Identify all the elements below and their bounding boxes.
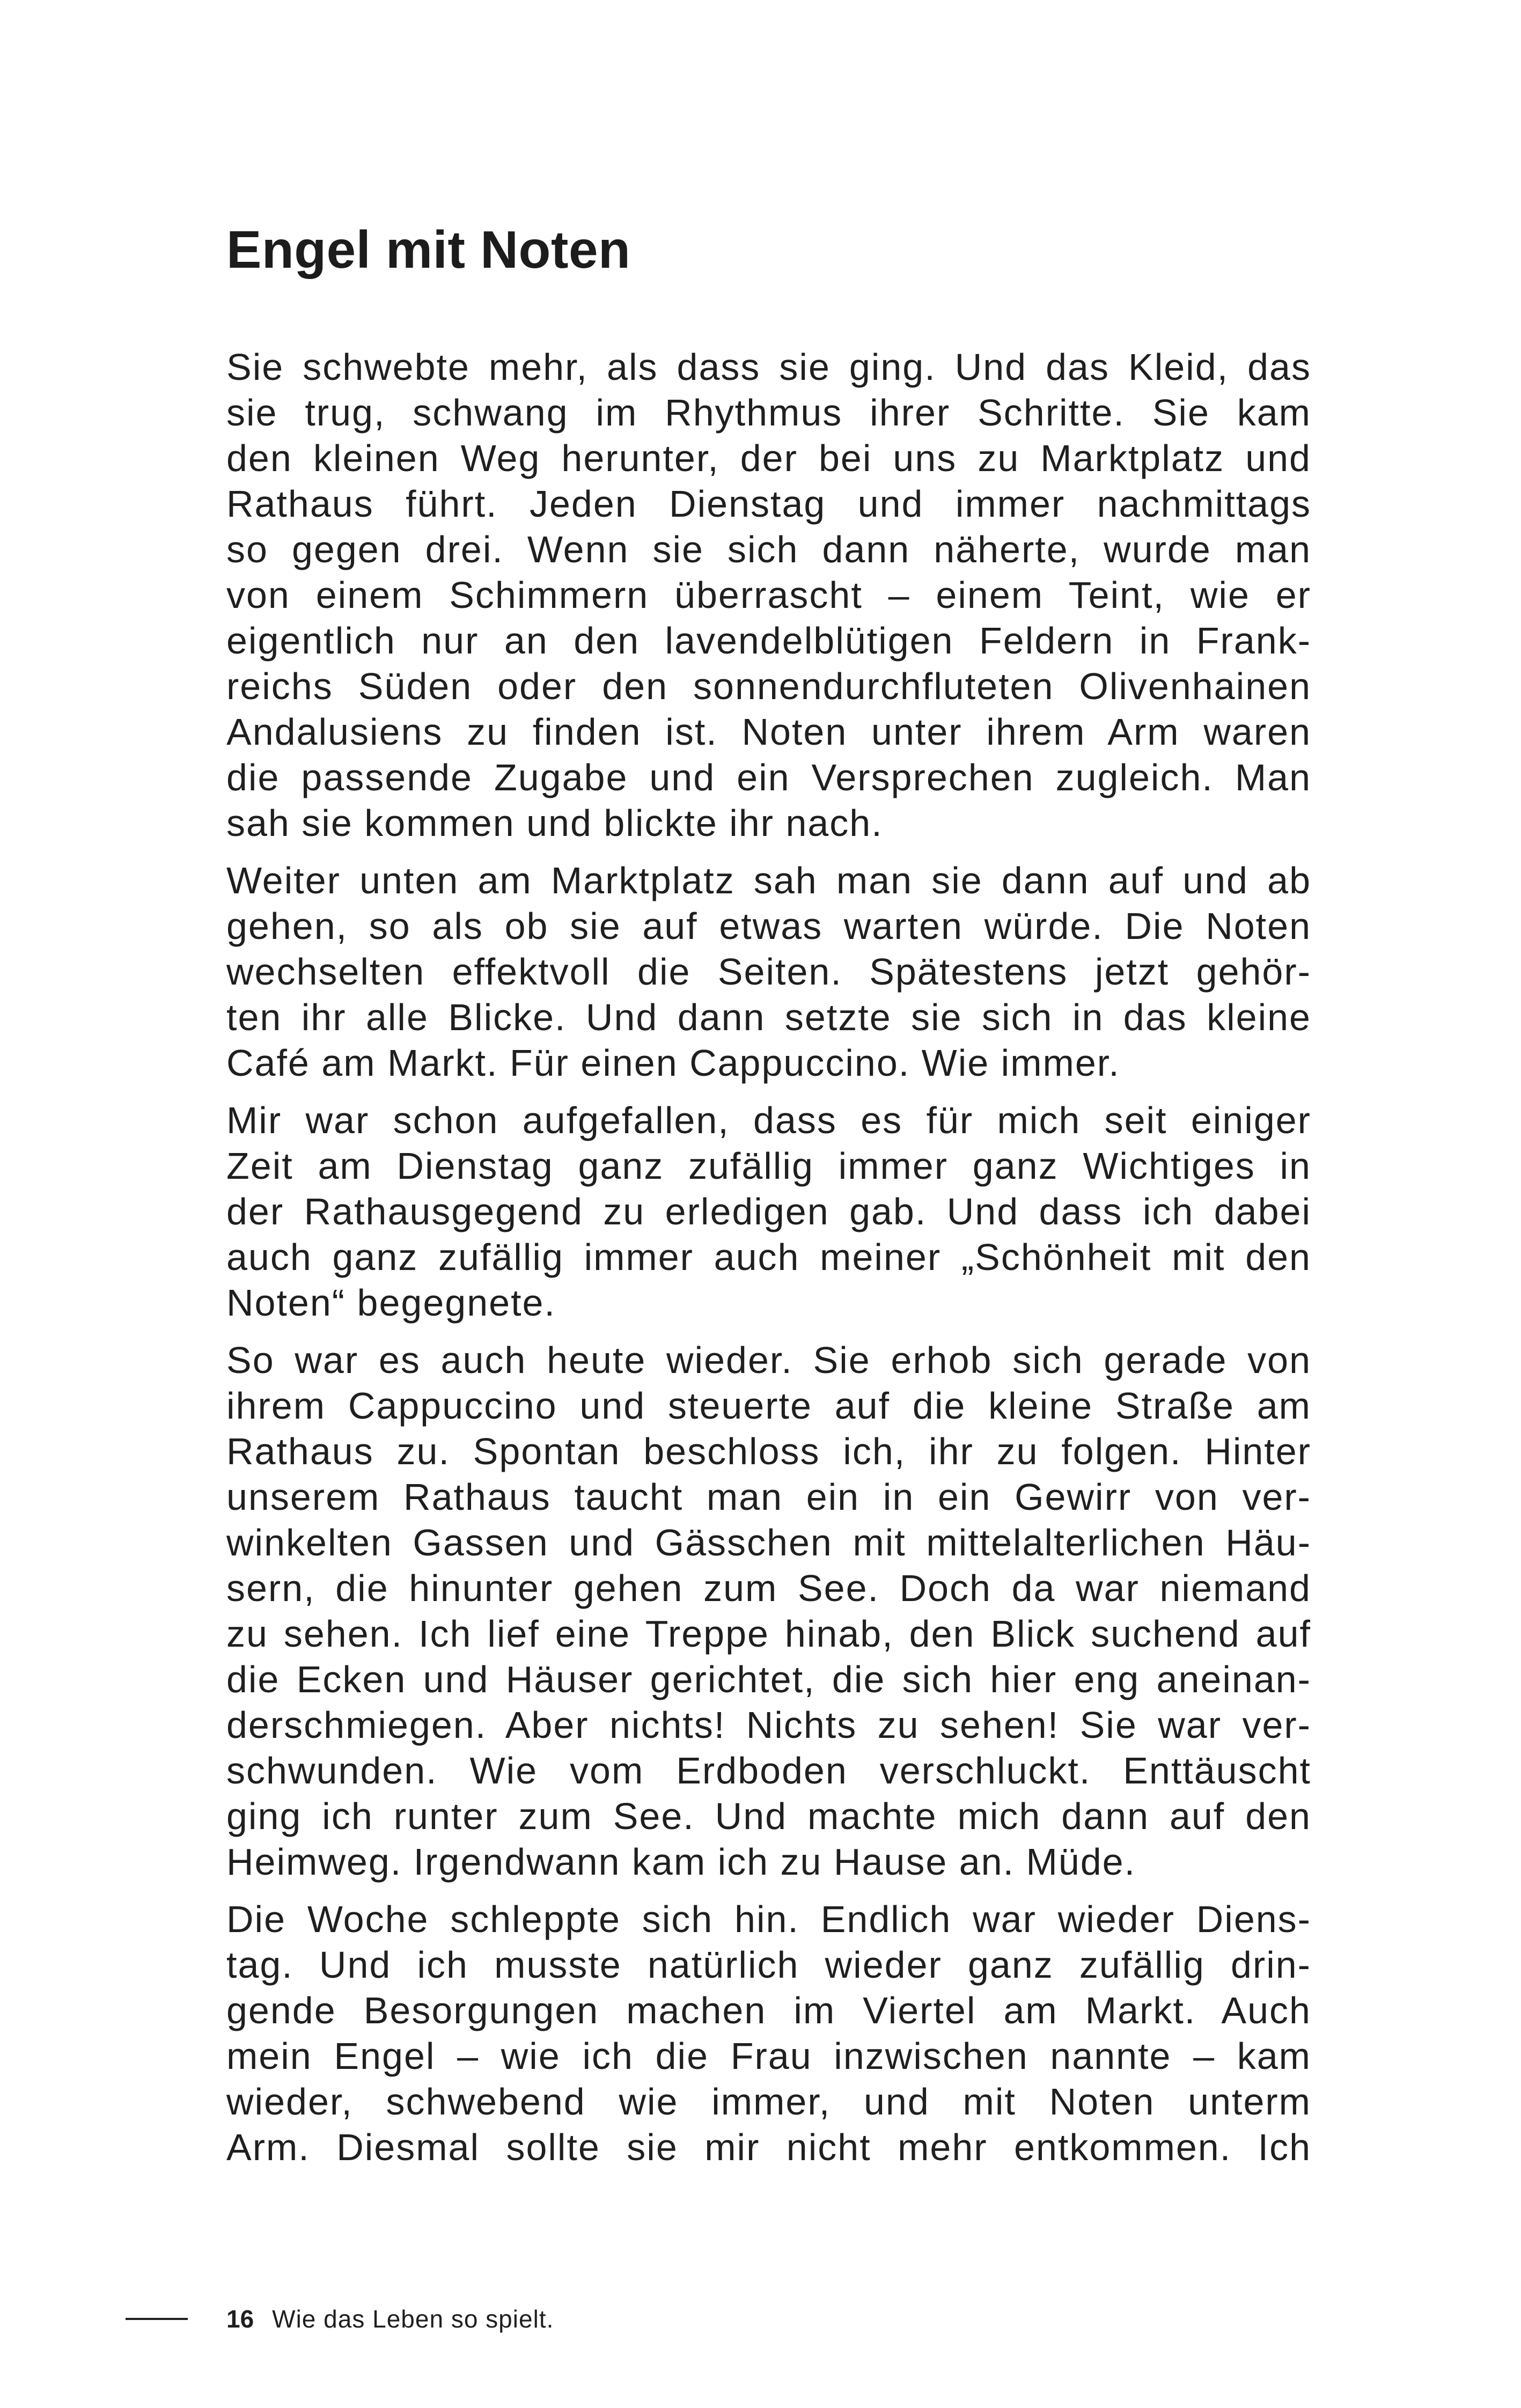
- page-footer: [126, 2303, 554, 2335]
- text-line: reichs Süden oder den sonnendurchfluteten Olivenhainen: [226, 665, 1311, 707]
- text-line: Noten“ begegnete.: [226, 1282, 556, 1324]
- text-line: eigentlich nur an den lavendelblütigen Feldern in Frank-: [226, 620, 1311, 662]
- text-line: ging ich runter zum See. Und machte mich dann auf den: [226, 1795, 1311, 1837]
- text-line: winkelten Gassen und Gässchen mit mittelalterlichen Häu-: [226, 1522, 1311, 1563]
- paragraph-2: [226, 858, 1311, 1086]
- text-line: gende Besorgungen machen im Viertel am Markt. Auch: [226, 1989, 1311, 2031]
- text-line: ten ihr alle Blicke. Und dann setzte sie sich in das kleine: [226, 996, 1311, 1038]
- text-line: Rathaus führt. Jeden Dienstag und immer nachmittags: [226, 483, 1311, 525]
- text-line: den kleinen Weg herunter, der bei uns zu Marktplatz und: [226, 437, 1311, 479]
- text-line: Die Woche schleppte sich hin. Endlich war wieder Diens-: [226, 1898, 1311, 1940]
- text-line: Andalusiens zu finden ist. Noten unter ihrem Arm waren: [226, 711, 1311, 753]
- text-line: schwunden. Wie vom Erdboden verschluckt. Enttäuscht: [226, 1750, 1311, 1792]
- text-line: die passende Zugabe und ein Versprechen zugleich. Man: [226, 757, 1311, 798]
- chapter-title: Engel mit Noten: [226, 220, 631, 279]
- text-line: sern, die hinunter gehen zum See. Doch da war niemand: [226, 1567, 1311, 1609]
- paragraph-1: [226, 344, 1311, 846]
- text-line: Rathaus zu. Spontan beschloss ich, ihr zu folgen. Hinter: [226, 1430, 1311, 1472]
- text-line: die Ecken und Häuser gerichtet, die sich hier eng aneinan-: [226, 1658, 1311, 1700]
- text-line: so gegen drei. Wenn sie sich dann näherte, wurde man: [226, 528, 1311, 570]
- text-line: Mir war schon aufgefallen, dass es für mich seit einiger: [226, 1099, 1311, 1141]
- text-line: von einem Schimmern überrascht – einem Teint, wie er: [226, 574, 1311, 616]
- text-line: Weiter unten am Marktplatz sah man sie dann auf und ab: [226, 860, 1311, 901]
- text-line: Zeit am Dienstag ganz zufällig immer ganz Wichtiges in: [226, 1145, 1311, 1187]
- page-number: 16: [226, 2305, 254, 2333]
- paragraph-3: [226, 1098, 1311, 1326]
- text-line: ihrem Cappuccino und steuerte auf die kleine Straße am: [226, 1385, 1311, 1427]
- text-line: derschmiegen. Aber nichts! Nichts zu sehen! Sie war ver-: [226, 1704, 1311, 1746]
- text-line: der Rathausgegend zu erledigen gab. Und dass ich dabei: [226, 1191, 1311, 1232]
- text-line: sah sie kommen und blickte ihr nach.: [226, 802, 883, 844]
- text-line: unserem Rathaus taucht man ein in ein Gewirr von ver-: [226, 1476, 1311, 1518]
- text-line: Sie schwebte mehr, als dass sie ging. Und das Kleid, das: [226, 346, 1311, 388]
- text-line: Arm. Diesmal sollte sie mir nicht mehr entkommen. Ich: [226, 2126, 1311, 2168]
- running-title: Wie das Leben so spielt.: [272, 2305, 554, 2333]
- text-line: tag. Und ich musste natürlich wieder ganz zufällig drin-: [226, 1944, 1311, 1986]
- text-line: sie trug, schwang im Rhythmus ihrer Schritte. Sie kam: [226, 392, 1311, 434]
- text-line: auch ganz zufällig immer auch meiner „Schönheit mit den: [226, 1236, 1311, 1278]
- paragraph-5: [226, 1897, 1311, 2170]
- footer-rule: [126, 2318, 188, 2320]
- text-line: wechselten effektvoll die Seiten. Spätestens jetzt gehör-: [226, 951, 1311, 993]
- text-line: wieder, schwebend wie immer, und mit Noten unterm: [226, 2081, 1311, 2123]
- text-line: Café am Markt. Für einen Cappuccino. Wie immer.: [226, 1042, 1120, 1084]
- text-line: So war es auch heute wieder. Sie erhob sich gerade von: [226, 1339, 1311, 1381]
- text-line: zu sehen. Ich lief eine Treppe hinab, den Blick suchend auf: [226, 1613, 1311, 1655]
- chapter-body: [226, 344, 1311, 2182]
- paragraph-4: [226, 1338, 1311, 1885]
- text-line: Heimweg. Irgendwann kam ich zu Hause an. Müde.: [226, 1841, 1136, 1883]
- text-line: gehen, so als ob sie auf etwas warten würde. Die Noten: [226, 905, 1311, 947]
- text-line: mein Engel – wie ich die Frau inzwischen nannte – kam: [226, 2035, 1311, 2077]
